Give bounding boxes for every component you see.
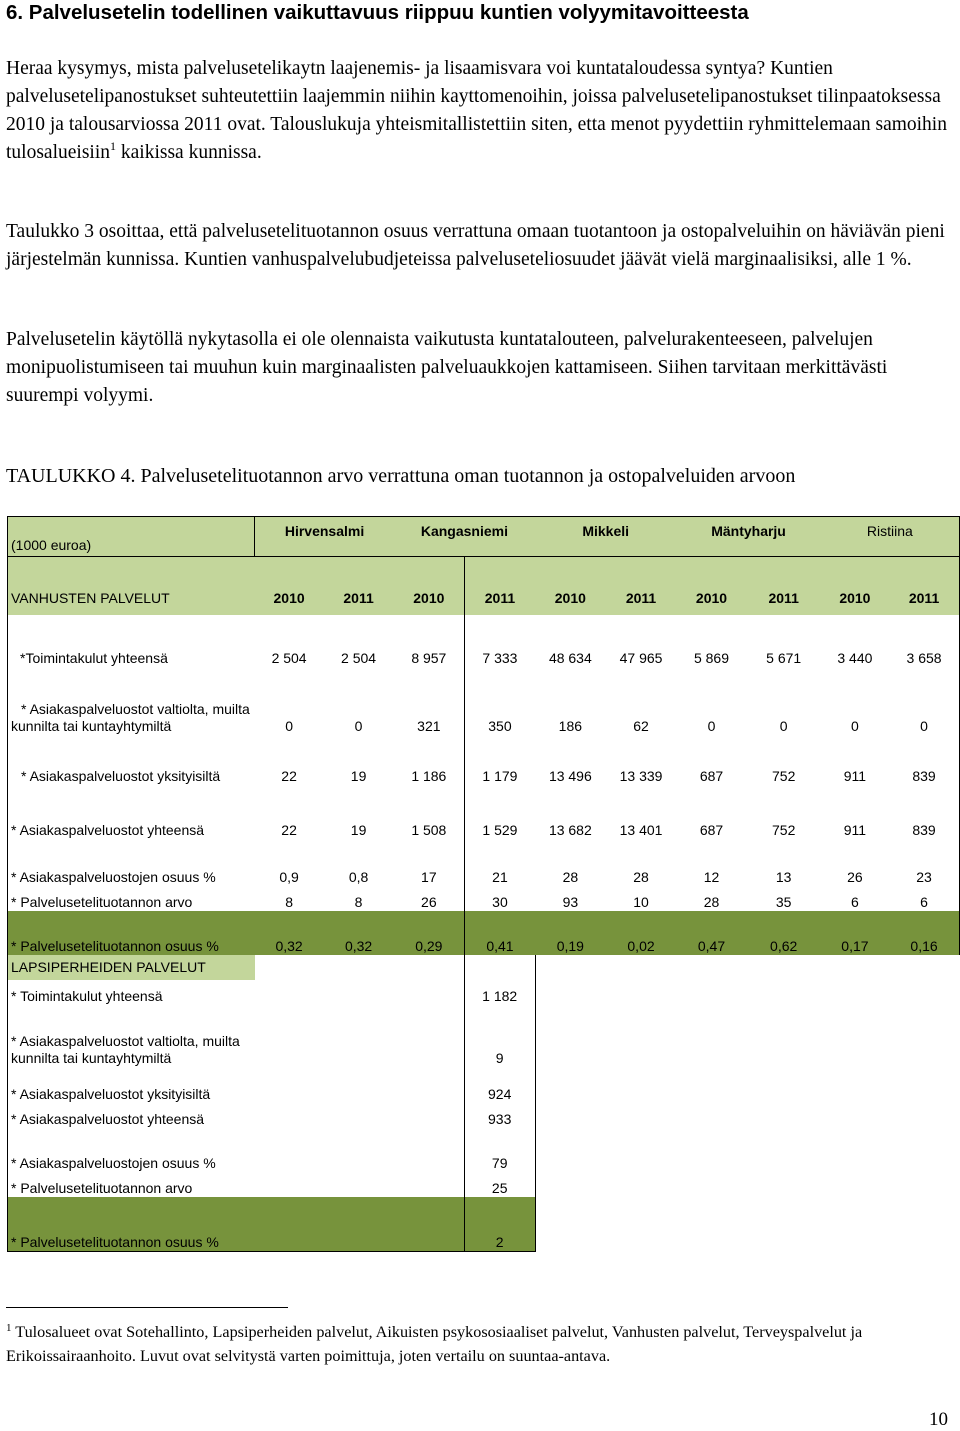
footnote: [6, 1320, 950, 1368]
empty-cell: [535, 1005, 606, 1067]
footnote-marker: 1: [6, 1322, 12, 1334]
page-number: 10: [929, 1409, 948, 1430]
empty-cell: [394, 1067, 465, 1103]
empty-cell: [394, 1197, 465, 1252]
section-label: VANHUSTEN PALVELUT: [8, 557, 255, 615]
section-label: LAPSIPERHEIDEN PALVELUT: [8, 955, 255, 980]
empty-cell: [821, 1172, 889, 1197]
cell-value: 79: [464, 1128, 535, 1172]
cell-value: 62: [633, 717, 649, 734]
cell-value: 933: [464, 1103, 535, 1128]
cell-value: 0,19: [535, 911, 606, 955]
empty-cell: [535, 1103, 606, 1128]
cell-value: 28: [633, 868, 649, 885]
empty-cell: [747, 1103, 821, 1128]
empty-cell: [606, 1005, 677, 1067]
year-header: 2011: [606, 557, 677, 615]
cell-value: 1 529: [464, 785, 535, 839]
cell-value: 25: [464, 1172, 535, 1197]
empty-cell: [676, 955, 746, 980]
cell-value: 0,8: [348, 868, 369, 885]
cell-value: 1 179: [464, 735, 535, 785]
cell-value: 0: [889, 667, 959, 735]
table-row: [8, 735, 960, 785]
empty-cell: [889, 1172, 959, 1197]
empty-cell: [606, 1067, 677, 1103]
cell-value: 186: [558, 717, 583, 734]
cell-value: 0,9: [279, 868, 299, 885]
row-label: * Asiakaspalveluostot yhteensä: [8, 1103, 255, 1128]
cell-value: 0,47: [676, 911, 746, 955]
cell-value: 1 182: [464, 980, 535, 1005]
cell-value: 0: [707, 717, 716, 734]
empty-cell: [747, 1005, 821, 1067]
empty-cell: [323, 955, 393, 980]
empty-cell: [821, 1128, 889, 1172]
empty-cell: [394, 955, 465, 980]
cell-value: 924: [464, 1067, 535, 1103]
municipality-header: Kangasniemi: [394, 517, 535, 557]
empty-cell: [889, 1103, 959, 1128]
empty-cell: [535, 980, 606, 1005]
paragraph-1: [6, 55, 950, 167]
empty-cell: [323, 1128, 393, 1172]
empty-cell: [747, 955, 821, 980]
cell-value: 17: [421, 868, 437, 885]
table-row: [8, 615, 960, 667]
empty-cell: [394, 1103, 465, 1128]
empty-cell: [889, 1005, 959, 1067]
cell-value: 5 869: [693, 649, 730, 666]
year-header: 2010: [394, 557, 465, 615]
empty-cell: [747, 1197, 821, 1252]
cell-value: 0,16: [889, 911, 959, 955]
cell-value: 26: [421, 893, 437, 910]
footnote-text: Tulosalueet ovat Sotehallinto, Lapsiperheiden palvelut, Aikuisten psykososiaaliset palvelut, Vanhusten palvelut, Terveyspalvelut ja Erikoissairaanhoito. Luvut ovat selvitystä varten poimittuja, joten vertailu on suuntaa-antava.: [6, 1323, 863, 1365]
row-label: * Asiakaspalveluostot valtiolta, muilta kunnilta tai kuntayhtymiltä: [8, 1005, 255, 1067]
cell-value: 19: [350, 821, 367, 838]
empty-cell: [535, 1172, 606, 1197]
empty-cell: [889, 1197, 959, 1252]
table-row: [8, 886, 960, 911]
table-row: [8, 839, 960, 886]
cell-value: 0,32: [323, 911, 393, 955]
cell-value: 0: [354, 717, 363, 734]
empty-cell: [323, 1005, 393, 1067]
cell-value: 35: [775, 893, 792, 910]
cell-value: 13 682: [548, 821, 592, 838]
row-label: * Asiakaspalveluostojen osuus %: [8, 839, 255, 886]
table-row: [8, 1103, 960, 1128]
cell-value: 687: [699, 821, 724, 838]
cell-value: 1 186: [411, 767, 447, 784]
cell-value: 321: [417, 717, 441, 734]
year-header: 2010: [676, 557, 746, 615]
cell-value: 26: [847, 868, 863, 885]
empty-cell: [255, 1172, 324, 1197]
empty-cell: [394, 1005, 465, 1067]
row-label: * Asiakaspalveluostot yksityisiltä: [8, 1067, 255, 1103]
row-label: * Asiakaspalveluostot yhteensä: [8, 785, 255, 839]
empty-cell: [747, 1128, 821, 1172]
cell-value: 0: [851, 717, 859, 734]
table-body: [8, 517, 960, 1252]
cell-value: 839: [889, 785, 959, 839]
cell-value: 0,41: [464, 911, 535, 955]
year-header: 2011: [323, 557, 393, 615]
empty-cell: [394, 980, 465, 1005]
section-row: [8, 955, 960, 980]
footnote-ref: 1: [110, 139, 116, 153]
cell-value: 13 401: [619, 821, 663, 838]
cell-value: 10: [633, 893, 649, 910]
empty-cell: [394, 1128, 465, 1172]
empty-cell: [889, 1067, 959, 1103]
cell-value: 0,02: [606, 911, 677, 955]
empty-cell: [394, 1172, 465, 1197]
empty-cell: [821, 1103, 889, 1128]
municipality-header: Hirvensalmi: [255, 517, 394, 557]
row-label: * Asiakaspalveluostot yksityisiltä: [8, 735, 255, 785]
cell-value: 8 957: [411, 649, 447, 666]
paragraph-2: Taulukko 3 osoittaa, että palvelusetelituotannon osuus verrattuna omaan tuotantoon ja ostopalveluihin on häviävän pieni järjestelmän kunnissa. Kuntien vanhuspalvelubudjeteissa palveluseteliosuudet jäävät vielä marginaalisiksi, alle 1 %.: [6, 221, 945, 270]
paragraph-1-end: kaikissa kunnissa.: [116, 142, 262, 163]
empty-cell: [889, 955, 959, 980]
cell-value: 839: [889, 735, 959, 785]
paragraph-1-text: Heraa kysymys, mista palvelusetelikaytn laajenemis- ja lisaamisvara voi kuntataloudessa syntya? Kuntien palvelusetelipanostukset suhteutettiin laajemmin niihin kayttomenoihin, joissa palvelusetelipanostukset tilinpaatoksessa 2010 ja talousarviossa 2011 ovat. Talouslukuja yhteismitallistettiin siten, etta menot pyydettiin ryhmittelemaan samoihin tulosalueisiin: [6, 58, 947, 163]
table-row: [8, 1128, 960, 1172]
cell-value: 9: [464, 1005, 535, 1067]
empty-cell: [535, 1128, 606, 1172]
empty-cell: [255, 980, 324, 1005]
cell-value: 47 965: [619, 649, 663, 666]
empty-cell: [747, 1172, 821, 1197]
year-header: 2011: [889, 557, 959, 615]
cell-value: 23: [889, 839, 959, 886]
empty-cell: [676, 1197, 746, 1252]
empty-cell: [821, 980, 889, 1005]
empty-cell: [821, 1005, 889, 1067]
table-row: [8, 785, 960, 839]
empty-cell: [255, 955, 324, 980]
empty-cell: [606, 1128, 677, 1172]
cell-value: 13: [775, 868, 792, 885]
cell-value: 2: [464, 1197, 535, 1252]
cell-value: 0,62: [747, 911, 821, 955]
row-label: * Asiakaspalveluostot valtiolta, muilta kunnilta tai kuntayhtymiltä: [8, 667, 255, 735]
empty-cell: [676, 1172, 746, 1197]
row-label: * Toimintakulut yhteensä: [8, 980, 255, 1005]
empty-cell: [535, 1197, 606, 1252]
cell-value: 0,17: [821, 911, 889, 955]
empty-cell: [821, 1067, 889, 1103]
cell-value: 3 440: [837, 649, 873, 666]
cell-value: 0,32: [255, 911, 324, 955]
row-label: * Palvelusetelituotannon osuus %: [8, 911, 255, 955]
cell-value: 911: [843, 821, 867, 838]
section-heading: 6. Palvelusetelin todellinen vaikuttavuus riippuu kuntien volyymitavoitteesta: [6, 1, 749, 24]
cell-value: 0: [285, 717, 293, 734]
empty-cell: [323, 1103, 393, 1128]
table-row: [8, 911, 960, 955]
empty-cell: [464, 955, 535, 980]
paragraph-3: Palvelusetelin käytöllä nykytasolla ei ole olennaista vaikutusta kuntatalouteen, palvelurakenteeseen, palvelujen monipuolistumiseen tai muuhun kuin marginaalisten palveluaukkojen kattamiseen. Siihen tarvitaan merkittävästi suurempi volyymi.: [6, 329, 888, 406]
empty-cell: [889, 980, 959, 1005]
empty-cell: [255, 1103, 324, 1128]
table-row: [8, 980, 960, 1005]
table-row: [8, 667, 960, 735]
cell-value: 752: [772, 767, 796, 784]
empty-cell: [747, 1067, 821, 1103]
table-title: TAULUKKO 4. Palvelusetelituotannon arvo verrattuna oman tuotannon ja ostopalveluiden arvoon: [6, 465, 796, 487]
cell-value: 21: [464, 839, 535, 886]
row-label: * Palvelusetelituotannon arvo: [8, 886, 255, 911]
year-header: 2010: [255, 557, 324, 615]
table-row: [8, 1005, 960, 1067]
cell-value: 687: [699, 767, 724, 784]
cell-value: 6: [889, 886, 959, 911]
cell-value: 2 504: [341, 649, 377, 666]
cell-value: 0,29: [394, 911, 465, 955]
cell-value: 12: [703, 868, 720, 885]
empty-cell: [323, 1172, 393, 1197]
row-label: * Palvelusetelituotannon arvo: [8, 1172, 255, 1197]
empty-cell: [676, 1103, 746, 1128]
empty-cell: [535, 955, 606, 980]
empty-cell: [606, 1197, 677, 1252]
empty-cell: [535, 1067, 606, 1103]
empty-cell: [676, 980, 746, 1005]
cell-value: 93: [562, 893, 579, 910]
footnote-rule: [6, 1307, 288, 1308]
empty-cell: [676, 1067, 746, 1103]
cell-value: 3 658: [889, 615, 959, 667]
empty-cell: [747, 980, 821, 1005]
year-header: 2010: [821, 557, 889, 615]
table-row: [8, 1197, 960, 1252]
year-header: 2011: [747, 557, 821, 615]
cell-value: 48 634: [548, 649, 592, 666]
empty-cell: [606, 1172, 677, 1197]
empty-cell: [676, 1005, 746, 1067]
empty-cell: [255, 1067, 324, 1103]
municipality-header: Mäntyharju: [676, 517, 820, 557]
municipality-header: Ristiina: [821, 517, 960, 557]
empty-cell: [255, 1005, 324, 1067]
row-label: * Palvelusetelituotannon osuus %: [8, 1197, 255, 1252]
cell-value: 350: [464, 667, 535, 735]
row-label: * Asiakaspalveluostojen osuus %: [8, 1128, 255, 1172]
cell-value: 28: [703, 893, 720, 910]
cell-value: 752: [772, 821, 796, 838]
cell-value: 19: [350, 767, 367, 784]
municipality-header: Mikkeli: [535, 517, 676, 557]
empty-cell: [255, 1128, 324, 1172]
cell-value: 28: [562, 868, 579, 885]
row-label: *Toimintakulut yhteensä: [8, 615, 255, 667]
municipality-header-row: [8, 517, 960, 557]
cell-value: 22: [281, 821, 297, 838]
cell-value: 8: [285, 893, 293, 910]
cell-value: 6: [851, 893, 859, 910]
cell-value: 22: [281, 767, 297, 784]
comparison-table: [7, 516, 960, 1252]
year-header: 2010: [535, 557, 606, 615]
cell-value: 911: [843, 767, 867, 784]
empty-cell: [255, 1197, 324, 1252]
table-row: [8, 1172, 960, 1197]
cell-value: 30: [464, 886, 535, 911]
empty-cell: [676, 1128, 746, 1172]
cell-value: 13 339: [619, 767, 663, 784]
cell-value: 5 671: [766, 649, 802, 666]
year-header-row: [8, 557, 960, 615]
empty-cell: [821, 1197, 889, 1252]
table-row: [8, 1067, 960, 1103]
cell-value: 8: [354, 893, 363, 910]
year-header: 2011: [464, 557, 535, 615]
empty-cell: [821, 955, 889, 980]
cell-value: 7 333: [464, 615, 535, 667]
cell-value: 13 496: [548, 767, 592, 784]
empty-cell: [323, 980, 393, 1005]
cell-value: 2 504: [271, 649, 307, 666]
unit-label: (1000 euroa): [8, 517, 255, 557]
empty-cell: [323, 1197, 393, 1252]
empty-cell: [323, 1067, 393, 1103]
cell-value: 1 508: [411, 821, 447, 838]
cell-value: 0: [779, 717, 788, 734]
empty-cell: [606, 955, 677, 980]
empty-cell: [606, 980, 677, 1005]
empty-cell: [889, 1128, 959, 1172]
empty-cell: [606, 1103, 677, 1128]
